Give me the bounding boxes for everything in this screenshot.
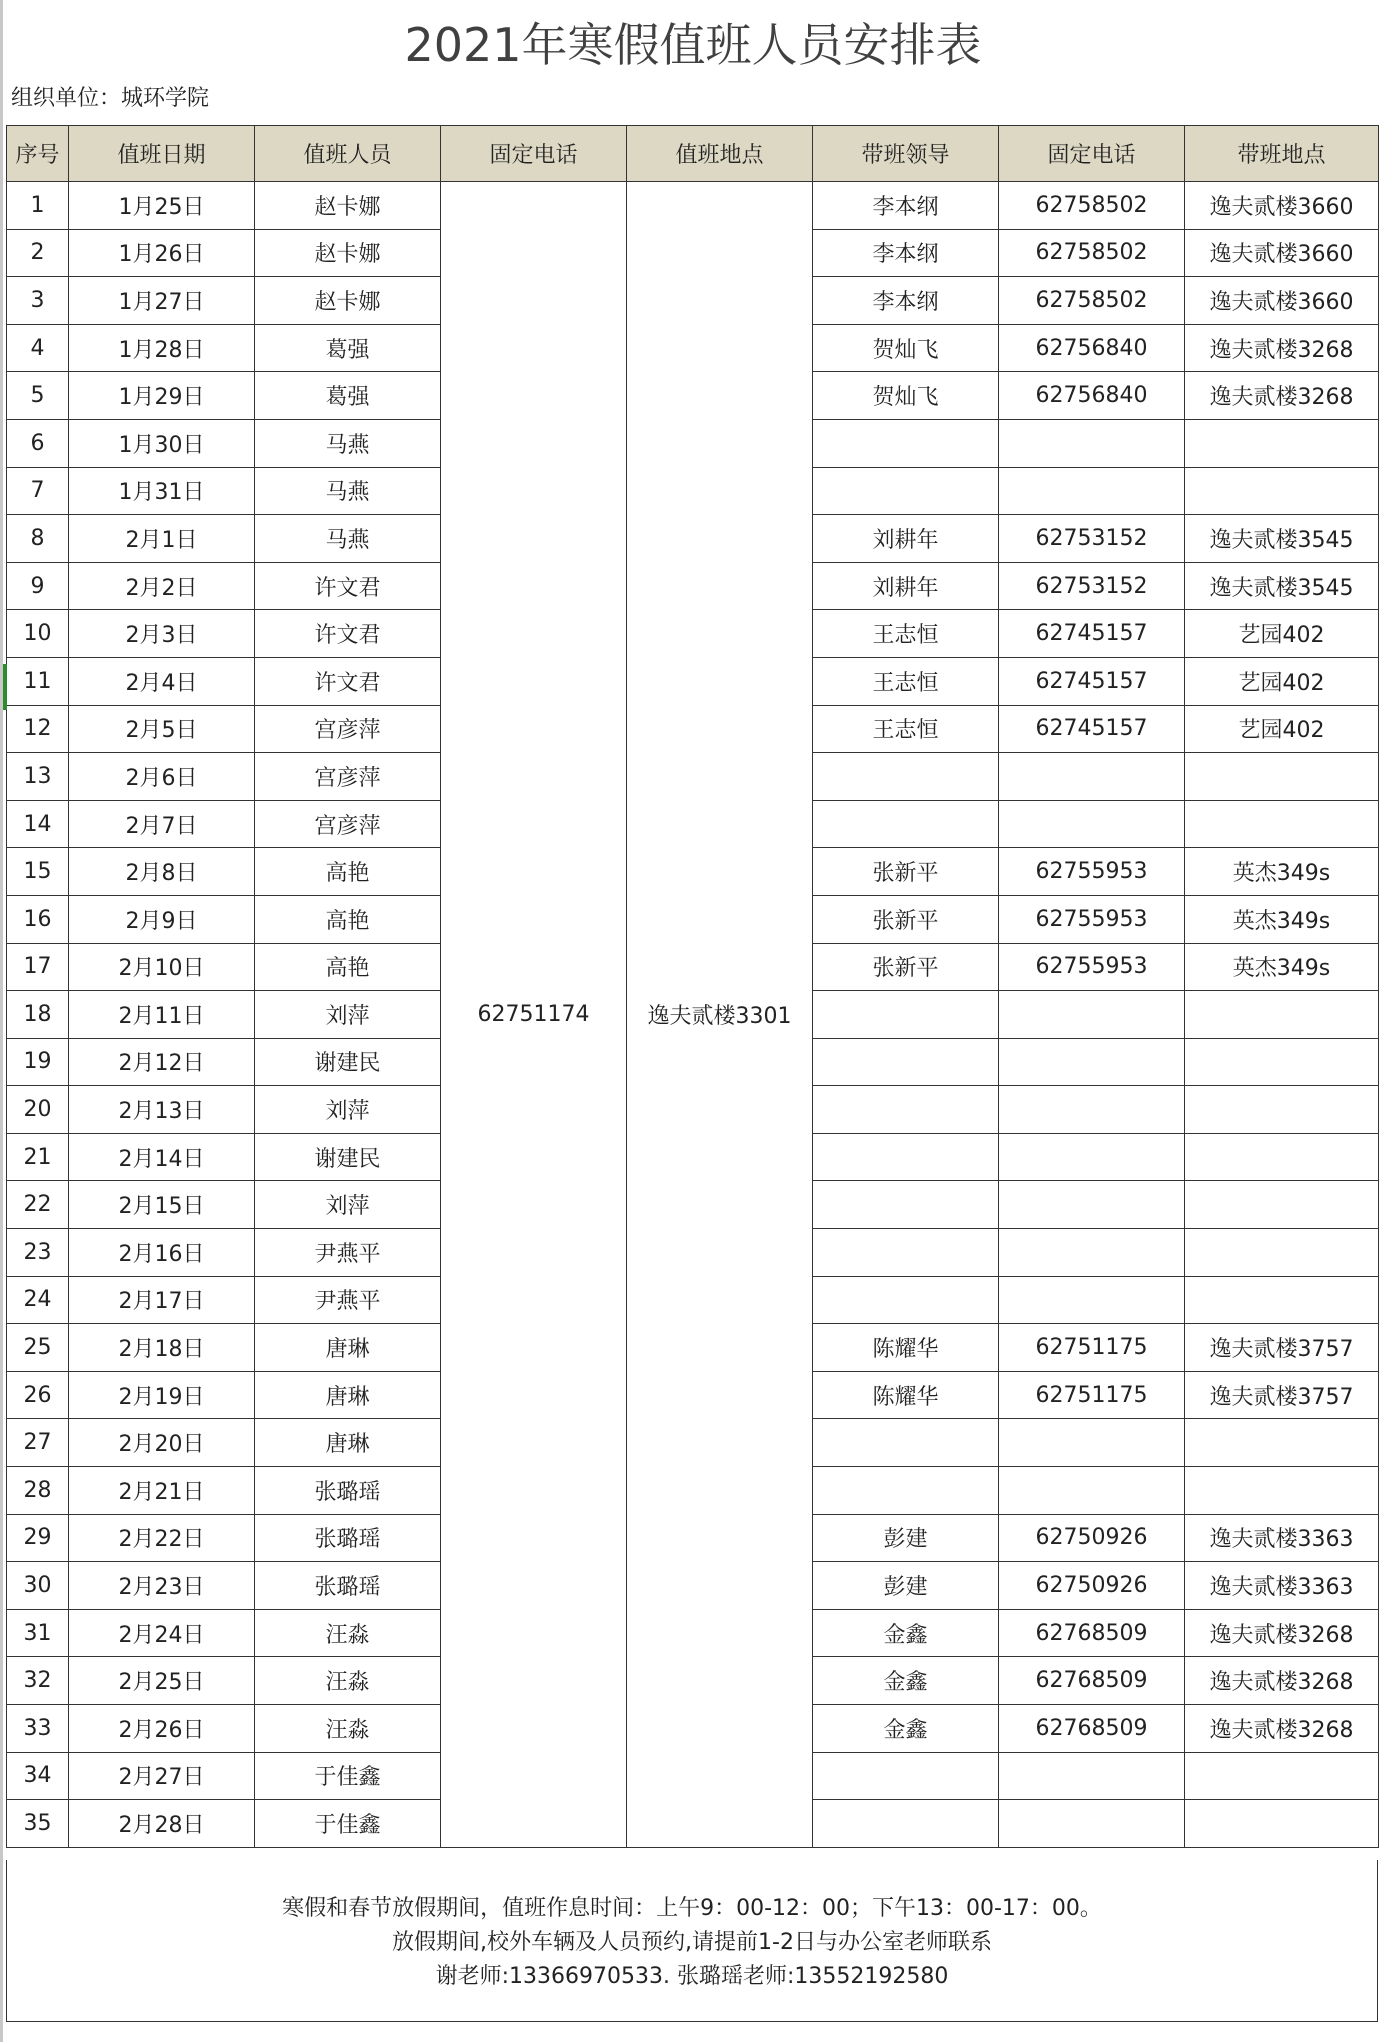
cell-date[interactable]: 2月18日: [69, 1324, 255, 1372]
cell-staff[interactable]: 高艳: [255, 943, 441, 991]
cell-staff[interactable]: 宫彦萍: [255, 705, 441, 753]
cell-leader-place[interactable]: 英杰349s: [1185, 848, 1379, 896]
cell-leader-phone[interactable]: 62756840: [999, 372, 1185, 420]
cell-leader[interactable]: [813, 1800, 999, 1848]
cell-date[interactable]: 1月27日: [69, 277, 255, 325]
cell-no[interactable]: 33: [7, 1705, 69, 1753]
cell-leader-phone[interactable]: 62751175: [999, 1371, 1185, 1419]
cell-no[interactable]: 24: [7, 1276, 69, 1324]
cell-date[interactable]: 2月13日: [69, 1086, 255, 1134]
cell-no[interactable]: 10: [7, 610, 69, 658]
cell-date[interactable]: 2月25日: [69, 1657, 255, 1705]
cell-date[interactable]: 2月5日: [69, 705, 255, 753]
cell-leader-place[interactable]: 逸夫贰楼3363: [1185, 1562, 1379, 1610]
cell-no[interactable]: 32: [7, 1657, 69, 1705]
cell-leader-phone[interactable]: [999, 1038, 1185, 1086]
cell-leader-phone[interactable]: [999, 419, 1185, 467]
cell-leader-phone[interactable]: 62768509: [999, 1657, 1185, 1705]
cell-no[interactable]: 34: [7, 1752, 69, 1800]
organization-label: 组织单位：城环学院: [11, 86, 210, 111]
table-row: [7, 182, 1379, 230]
cell-leader-place[interactable]: [1185, 419, 1379, 467]
cell-leader[interactable]: 王志恒: [813, 705, 999, 753]
col-header-leader-phone[interactable]: 固定电话: [999, 126, 1185, 182]
cell-no[interactable]: 29: [7, 1514, 69, 1562]
cell-leader-phone[interactable]: [999, 1419, 1185, 1467]
cell-leader-phone[interactable]: [999, 1467, 1185, 1515]
cell-no[interactable]: 35: [7, 1800, 69, 1848]
table-header-row: [7, 126, 1379, 182]
cell-leader[interactable]: 贺灿飞: [813, 372, 999, 420]
cell-staff[interactable]: 宫彦萍: [255, 800, 441, 848]
cell-date[interactable]: 2月23日: [69, 1562, 255, 1610]
page-title: 2021年寒假值班人员安排表: [404, 18, 982, 72]
cell-leader[interactable]: 王志恒: [813, 610, 999, 658]
cell-leader[interactable]: 彭建: [813, 1562, 999, 1610]
cell-staff[interactable]: 汪淼: [255, 1657, 441, 1705]
col-header-date[interactable]: 值班日期: [69, 126, 255, 182]
cell-staff[interactable]: 唐琳: [255, 1324, 441, 1372]
cell-no[interactable]: 19: [7, 1038, 69, 1086]
cell-leader-phone[interactable]: 62745157: [999, 610, 1185, 658]
cell-leader-phone[interactable]: 62753152: [999, 562, 1185, 610]
cell-leader-place[interactable]: [1185, 991, 1379, 1039]
cell-leader[interactable]: [813, 1419, 999, 1467]
cell-leader[interactable]: 彭建: [813, 1514, 999, 1562]
cell-leader-phone[interactable]: 62745157: [999, 657, 1185, 705]
cell-leader[interactable]: 李本纲: [813, 182, 999, 230]
cell-leader[interactable]: 李本纲: [813, 277, 999, 325]
cell-leader-place[interactable]: 英杰349s: [1185, 943, 1379, 991]
cell-staff[interactable]: 许文君: [255, 562, 441, 610]
cell-no[interactable]: 7: [7, 467, 69, 515]
cell-leader-place[interactable]: 英杰349s: [1185, 895, 1379, 943]
cell-leader-place[interactable]: 逸夫贰楼3757: [1185, 1324, 1379, 1372]
cell-leader-phone[interactable]: [999, 1086, 1185, 1134]
cell-no[interactable]: 2: [7, 229, 69, 277]
col-header-staff[interactable]: 值班人员: [255, 126, 441, 182]
cell-date[interactable]: 2月9日: [69, 895, 255, 943]
cell-staff[interactable]: 赵卡娜: [255, 277, 441, 325]
cell-leader[interactable]: [813, 419, 999, 467]
cell-no[interactable]: 25: [7, 1324, 69, 1372]
cell-staff[interactable]: 尹燕平: [255, 1229, 441, 1277]
cell-no[interactable]: 5: [7, 372, 69, 420]
cell-leader[interactable]: 陈耀华: [813, 1324, 999, 1372]
cell-no[interactable]: 3: [7, 277, 69, 325]
cell-staff[interactable]: 尹燕平: [255, 1276, 441, 1324]
cell-leader-phone[interactable]: 62753152: [999, 515, 1185, 563]
cell-staff[interactable]: 宫彦萍: [255, 753, 441, 801]
cell-date[interactable]: 2月20日: [69, 1419, 255, 1467]
cell-leader-place[interactable]: [1185, 1276, 1379, 1324]
cell-leader-phone[interactable]: [999, 1276, 1185, 1324]
note-line: 寒假和春节放假期间，值班作息时间：上午9：00-12：00；下午13：00-17：00。: [282, 1896, 1102, 1921]
cell-leader-phone[interactable]: [999, 1181, 1185, 1229]
cell-leader[interactable]: [813, 1038, 999, 1086]
cell-leader-phone[interactable]: 62756840: [999, 324, 1185, 372]
cell-leader[interactable]: [813, 1467, 999, 1515]
cell-staff[interactable]: 谢建民: [255, 1038, 441, 1086]
cell-date[interactable]: 2月11日: [69, 991, 255, 1039]
cell-date[interactable]: 2月10日: [69, 943, 255, 991]
cell-staff[interactable]: 马燕: [255, 419, 441, 467]
cell-staff[interactable]: 葛强: [255, 372, 441, 420]
cell-date[interactable]: 2月24日: [69, 1609, 255, 1657]
cell-date[interactable]: 2月8日: [69, 848, 255, 896]
cell-date[interactable]: 1月26日: [69, 229, 255, 277]
cell-leader[interactable]: [813, 800, 999, 848]
cell-staff[interactable]: 马燕: [255, 515, 441, 563]
cell-no[interactable]: 30: [7, 1562, 69, 1610]
cell-leader[interactable]: 张新平: [813, 895, 999, 943]
cell-no[interactable]: 21: [7, 1133, 69, 1181]
duty-schedule-table: [6, 125, 1379, 1848]
cell-leader-place[interactable]: [1185, 1419, 1379, 1467]
cell-no[interactable]: 9: [7, 562, 69, 610]
cell-date[interactable]: 2月26日: [69, 1705, 255, 1753]
cell-no[interactable]: 14: [7, 800, 69, 848]
cell-no[interactable]: 28: [7, 1467, 69, 1515]
cell-leader[interactable]: 陈耀华: [813, 1371, 999, 1419]
cell-no[interactable]: 12: [7, 705, 69, 753]
cell-staff[interactable]: 唐琳: [255, 1371, 441, 1419]
cell-leader-place[interactable]: 艺园402: [1185, 610, 1379, 658]
cell-date[interactable]: 2月7日: [69, 800, 255, 848]
cell-date[interactable]: 2月19日: [69, 1371, 255, 1419]
cell-no[interactable]: 15: [7, 848, 69, 896]
cell-leader-phone[interactable]: 62758502: [999, 229, 1185, 277]
col-header-duty-location[interactable]: 值班地点: [627, 126, 813, 182]
cell-date[interactable]: 2月2日: [69, 562, 255, 610]
cell-staff[interactable]: 于佳鑫: [255, 1752, 441, 1800]
cell-no[interactable]: 4: [7, 324, 69, 372]
cell-no[interactable]: 18: [7, 991, 69, 1039]
cell-no[interactable]: 11: [7, 657, 69, 705]
cell-staff[interactable]: 高艳: [255, 895, 441, 943]
cell-leader-phone[interactable]: 62755953: [999, 848, 1185, 896]
cell-no[interactable]: 20: [7, 1086, 69, 1134]
cell-staff[interactable]: 高艳: [255, 848, 441, 896]
cell-leader[interactable]: 李本纲: [813, 229, 999, 277]
cell-date[interactable]: 2月27日: [69, 1752, 255, 1800]
cell-date[interactable]: 2月12日: [69, 1038, 255, 1086]
cell-leader-phone[interactable]: 62768509: [999, 1609, 1185, 1657]
cell-leader-place[interactable]: 逸夫贰楼3757: [1185, 1371, 1379, 1419]
cell-leader-place[interactable]: 逸夫贰楼3268: [1185, 324, 1379, 372]
cell-leader[interactable]: 刘耕年: [813, 515, 999, 563]
cell-leader-phone[interactable]: [999, 1229, 1185, 1277]
cell-no[interactable]: 17: [7, 943, 69, 991]
cell-leader-place[interactable]: 逸夫贰楼3268: [1185, 372, 1379, 420]
cell-staff[interactable]: 刘萍: [255, 1181, 441, 1229]
cell-leader-place[interactable]: 逸夫贰楼3268: [1185, 1705, 1379, 1753]
cell-leader[interactable]: [813, 1229, 999, 1277]
note-line: 谢老师:13366970533. 张璐瑶老师:13552192580: [435, 1964, 949, 1989]
cell-staff[interactable]: 张璐瑶: [255, 1467, 441, 1515]
cell-leader-phone[interactable]: 62768509: [999, 1705, 1185, 1753]
cell-leader[interactable]: [813, 1133, 999, 1181]
cell-staff[interactable]: 张璐瑶: [255, 1562, 441, 1610]
cell-leader[interactable]: [813, 1086, 999, 1134]
cell-leader-place[interactable]: [1185, 1800, 1379, 1848]
cell-date[interactable]: 2月21日: [69, 1467, 255, 1515]
cell-leader-place[interactable]: [1185, 1086, 1379, 1134]
cell-date[interactable]: 1月29日: [69, 372, 255, 420]
cell-leader[interactable]: [813, 991, 999, 1039]
cell-fixed-phone-merged[interactable]: 62751174: [441, 182, 627, 1848]
cell-no[interactable]: 1: [7, 182, 69, 230]
cell-leader-phone[interactable]: [999, 1752, 1185, 1800]
cell-date[interactable]: 2月6日: [69, 753, 255, 801]
cell-staff[interactable]: 汪淼: [255, 1705, 441, 1753]
cell-no[interactable]: 31: [7, 1609, 69, 1657]
cell-leader-phone[interactable]: 62751175: [999, 1324, 1185, 1372]
cell-leader[interactable]: 王志恒: [813, 657, 999, 705]
cell-leader-phone[interactable]: [999, 991, 1185, 1039]
cell-leader-place[interactable]: 逸夫贰楼3660: [1185, 182, 1379, 230]
cell-leader-place[interactable]: 艺园402: [1185, 657, 1379, 705]
cell-leader-phone[interactable]: 62755953: [999, 895, 1185, 943]
cell-staff[interactable]: 谢建民: [255, 1133, 441, 1181]
cell-staff[interactable]: 赵卡娜: [255, 182, 441, 230]
note-line: 放假期间,校外车辆及人员预约,请提前1-2日与办公室老师联系: [392, 1930, 992, 1955]
cell-leader-phone[interactable]: 62750926: [999, 1514, 1185, 1562]
cell-date[interactable]: 1月30日: [69, 419, 255, 467]
cell-no[interactable]: 26: [7, 1371, 69, 1419]
col-header-leader-place[interactable]: 带班地点: [1185, 126, 1379, 182]
cell-staff[interactable]: 许文君: [255, 657, 441, 705]
cell-leader-place[interactable]: 逸夫贰楼3545: [1185, 562, 1379, 610]
cell-leader[interactable]: [813, 1276, 999, 1324]
cell-leader-place[interactable]: [1185, 753, 1379, 801]
cell-staff[interactable]: 刘萍: [255, 1086, 441, 1134]
cell-leader-phone[interactable]: 62758502: [999, 182, 1185, 230]
cell-staff[interactable]: 葛强: [255, 324, 441, 372]
cell-date[interactable]: 2月22日: [69, 1514, 255, 1562]
cell-leader-phone[interactable]: [999, 753, 1185, 801]
cell-leader-place[interactable]: 逸夫贰楼3660: [1185, 229, 1379, 277]
cell-leader-phone[interactable]: 62755953: [999, 943, 1185, 991]
cell-leader-place[interactable]: [1185, 1229, 1379, 1277]
notes-box: [6, 1860, 1378, 2022]
cell-date[interactable]: 2月16日: [69, 1229, 255, 1277]
cell-date[interactable]: 2月4日: [69, 657, 255, 705]
cell-date[interactable]: 2月1日: [69, 515, 255, 563]
cell-no[interactable]: 22: [7, 1181, 69, 1229]
cell-leader-place[interactable]: 逸夫贰楼3268: [1185, 1657, 1379, 1705]
cell-date[interactable]: 2月14日: [69, 1133, 255, 1181]
cell-staff[interactable]: 唐琳: [255, 1419, 441, 1467]
cell-date[interactable]: 1月25日: [69, 182, 255, 230]
cell-date[interactable]: 2月15日: [69, 1181, 255, 1229]
cell-leader[interactable]: 张新平: [813, 848, 999, 896]
cell-leader-place[interactable]: 逸夫贰楼3363: [1185, 1514, 1379, 1562]
col-header-no[interactable]: 序号: [7, 126, 69, 182]
cell-leader[interactable]: 贺灿飞: [813, 324, 999, 372]
cell-no[interactable]: 6: [7, 419, 69, 467]
cell-leader-place[interactable]: [1185, 1752, 1379, 1800]
table-body: [7, 182, 1379, 1848]
cell-leader-phone[interactable]: [999, 467, 1185, 515]
cell-staff[interactable]: 赵卡娜: [255, 229, 441, 277]
cell-leader-phone[interactable]: [999, 1133, 1185, 1181]
cell-date[interactable]: 2月17日: [69, 1276, 255, 1324]
cell-leader[interactable]: [813, 1181, 999, 1229]
cell-leader-place[interactable]: 逸夫贰楼3268: [1185, 1609, 1379, 1657]
cell-leader-place[interactable]: 逸夫贰楼3545: [1185, 515, 1379, 563]
cell-duty-location-merged[interactable]: 逸夫贰楼3301: [627, 182, 813, 1848]
cell-no[interactable]: 8: [7, 515, 69, 563]
row-selection-marker: [3, 664, 7, 710]
cell-leader-place[interactable]: [1185, 1467, 1379, 1515]
cell-leader-phone[interactable]: [999, 1800, 1185, 1848]
cell-leader-phone[interactable]: [999, 800, 1185, 848]
cell-leader-place[interactable]: [1185, 1133, 1379, 1181]
cell-leader[interactable]: [813, 1752, 999, 1800]
cell-leader-phone[interactable]: 62745157: [999, 705, 1185, 753]
cell-staff[interactable]: 于佳鑫: [255, 1800, 441, 1848]
cell-staff[interactable]: 刘萍: [255, 991, 441, 1039]
cell-leader[interactable]: 金鑫: [813, 1609, 999, 1657]
cell-date[interactable]: 2月28日: [69, 1800, 255, 1848]
cell-leader-place[interactable]: 艺园402: [1185, 705, 1379, 753]
cell-no[interactable]: 23: [7, 1229, 69, 1277]
cell-leader-place[interactable]: 逸夫贰楼3660: [1185, 277, 1379, 325]
cell-staff[interactable]: 马燕: [255, 467, 441, 515]
col-header-fixed-phone[interactable]: 固定电话: [441, 126, 627, 182]
cell-leader-phone[interactable]: 62758502: [999, 277, 1185, 325]
cell-leader[interactable]: [813, 467, 999, 515]
cell-staff[interactable]: 张璐瑶: [255, 1514, 441, 1562]
cell-leader[interactable]: 张新平: [813, 943, 999, 991]
cell-leader-phone[interactable]: 62750926: [999, 1562, 1185, 1610]
cell-staff[interactable]: 许文君: [255, 610, 441, 658]
cell-date[interactable]: 1月31日: [69, 467, 255, 515]
cell-leader-place[interactable]: [1185, 1181, 1379, 1229]
col-header-leader[interactable]: 带班领导: [813, 126, 999, 182]
cell-no[interactable]: 27: [7, 1419, 69, 1467]
cell-date[interactable]: 2月3日: [69, 610, 255, 658]
cell-no[interactable]: 13: [7, 753, 69, 801]
cell-leader-place[interactable]: [1185, 467, 1379, 515]
cell-staff[interactable]: 汪淼: [255, 1609, 441, 1657]
cell-leader[interactable]: 金鑫: [813, 1705, 999, 1753]
cell-date[interactable]: 1月28日: [69, 324, 255, 372]
cell-no[interactable]: 16: [7, 895, 69, 943]
cell-leader[interactable]: 刘耕年: [813, 562, 999, 610]
cell-leader[interactable]: 金鑫: [813, 1657, 999, 1705]
cell-leader[interactable]: [813, 753, 999, 801]
cell-leader-place[interactable]: [1185, 1038, 1379, 1086]
cell-leader-place[interactable]: [1185, 800, 1379, 848]
